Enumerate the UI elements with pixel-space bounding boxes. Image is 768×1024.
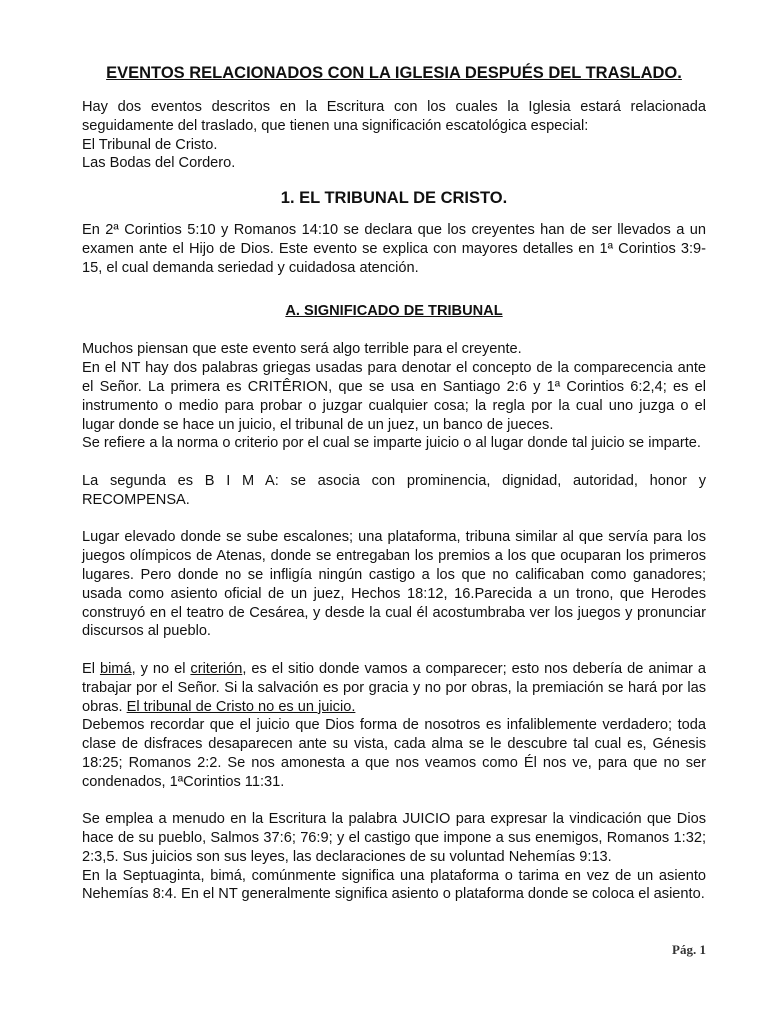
section-a-p4: El bimá, y no el criterión, es el sitio donde vamos a comparecer; esto nos debería de animar a trabajar por el Señor. Si la salvación es por gracia y no por obras, la premiación se hará por las obras. El tribunal de Cristo no es un juicio.: [82, 660, 707, 715]
section-a-p2: La segunda es B I M A: se asocia con prominencia, dignidad, autoridad, honor y RECOMPENSA.: [82, 472, 706, 508]
section-a-p4-rest: Debemos recordar que el juicio que Dios forma de nosotros es infaliblemente verdadero; toda clase de disfraces desaparecen ante su vista, cada alma se le descubre tal cual es, Génesis 18:25; Romanos 2:2. Se nos amonesta a que nos veamos como Él nos ve, para que no ser condenados, 1ªCorintios 11:31.: [82, 717, 706, 790]
intro-item-tribunal: El Tribunal de Cristo.: [82, 136, 218, 153]
section-1-paragraph: En 2ª Corintios 5:10 y Romanos 14:10 se declara que los creyentes han de ser llevados a un examen ante el Hijo de Dios. Este evento se explica con mayores detalles en 1ª Corintios 3:9-15, el cual demanda seriedad y cuidadosa atención.: [82, 222, 706, 276]
intro-item-bodas: Las Bodas del Cordero.: [82, 155, 236, 172]
tribunal-statement: El tribunal de Cristo no es un juicio.: [126, 698, 356, 715]
page-number: Pág. 1: [672, 942, 706, 957]
document-page: [82, 62, 706, 904]
document-title: EVENTOS RELACIONADOS CON LA IGLESIA DESPUÉS DEL TRASLADO.: [106, 64, 682, 82]
bima-term: bimá: [99, 660, 132, 677]
criterion-term: criterión: [190, 660, 243, 677]
section-a-p5-line2: En la Septuaginta, bimá, comúnmente significa una plataforma o tarima en vez de un asiento Nehemías 8:4. En el NT generalmente significa asiento o plataforma donde se coloca el asiento.: [82, 867, 706, 903]
section-a-p3: Lugar elevado donde se sube escalones; una plataforma, tribuna similar al que servía para los juegos olímpicos de Atenas, donde se entregaban los premios a los que ocuparan los primeros lugares. Pero donde no se infligía ningún castigo a los que no calificaban como ganadores; usada como asiento oficial de un juez, Hechos 18:12, 16.Parecida a un trono, que Herodes construyó en el teatro de Cesárea, y desde la cual él acostumbraba ver los juegos y pronunciar discursos al pueblo.: [82, 529, 706, 640]
section-a-p1-line3: Se refiere a la norma o criterio por el cual se imparte juicio o al lugar donde tal juicio se imparte.: [82, 435, 701, 452]
section-1-heading: 1. EL TRIBUNAL DE CRISTO.: [280, 189, 508, 208]
section-a-p1-line2: En el NT hay dos palabras griegas usadas para denotar el concepto de la comparecencia ante el Señor. La primera es CRITÊRION, que se usa en Santiago 2:6 y 1ª Corintios 6:2,4; es el instrumento o medio para probar o juzgar cualquier cosa; la regla por la cual uno juzga o el lugar donde se hace un juicio, el tribunal de un juez, un banco de jueces.: [82, 360, 706, 433]
intro-paragraph: Hay dos eventos descritos en la Escritura con los cuales la Iglesia estará relacionada seguidamente del traslado, que tienen una significación escatológica especial:: [82, 99, 706, 134]
section-a-p5-line1: Se emplea a menudo en la Escritura la palabra JUICIO para expresar la vindicación que Dios hace de su pueblo, Salmos 37:6; 76:9; y el castigo que impone a sus enemigos, Romanos 1:32; 2:3,5. Sus juicios son sus leyes, las declaraciones de su voluntad Nehemías 9:13.: [82, 811, 706, 865]
section-a-p1-line1: Muchos piensan que este evento será algo terrible para el creyente.: [82, 341, 522, 358]
section-a-heading: A. SIGNIFICADO DE TRIBUNAL: [285, 302, 503, 319]
